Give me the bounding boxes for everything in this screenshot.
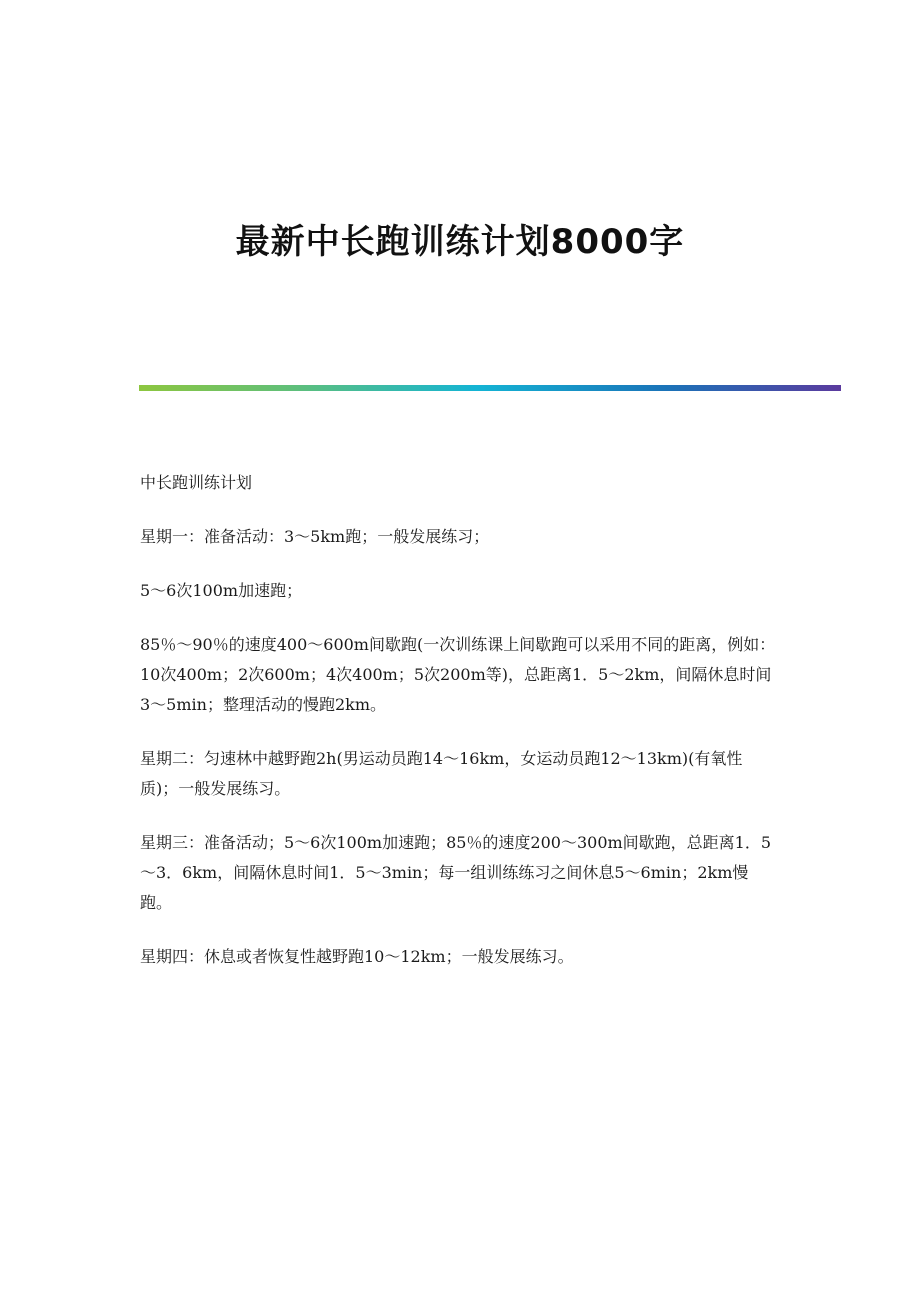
paragraph-monday-sprints: 5～6次100m加速跑；: [140, 581, 303, 600]
paragraph-thursday: 星期四：休息或者恢复性越野跑10～12km；一般发展练习。: [140, 947, 574, 966]
paragraph-tuesday: 星期二：匀速林中越野跑2h(男运动员跑14～16km，女运动员跑12～13km)(有氧性质)；一般发展练习。: [140, 749, 743, 798]
paragraph-monday: 星期一：准备活动：3～5km跑；一般发展练习；: [140, 527, 490, 546]
paragraph-wednesday: 星期三：准备活动；5～6次100m加速跑；85％的速度200～300m间歇跑，总距离1．5～3．6km，间隔休息时间1．5～3min；每一组训练练习之间休息5～6min；2km慢跑。: [140, 833, 772, 912]
document-title: 最新中长跑训练计划8000字: [235, 222, 685, 262]
document-body: [140, 468, 780, 996]
paragraph-heading: 中长跑训练计划: [140, 473, 253, 492]
paragraph-monday-intervals: 85％～90％的速度400～600m间歇跑(一次训练课上间歇跑可以采用不同的距离，例如：10次400m；2次600m；4次400m；5次200m等)，总距离1．5～2km，间隔休息时间3～5min；整理活动的慢跑2km。: [140, 635, 776, 714]
title-divider: [139, 385, 841, 391]
